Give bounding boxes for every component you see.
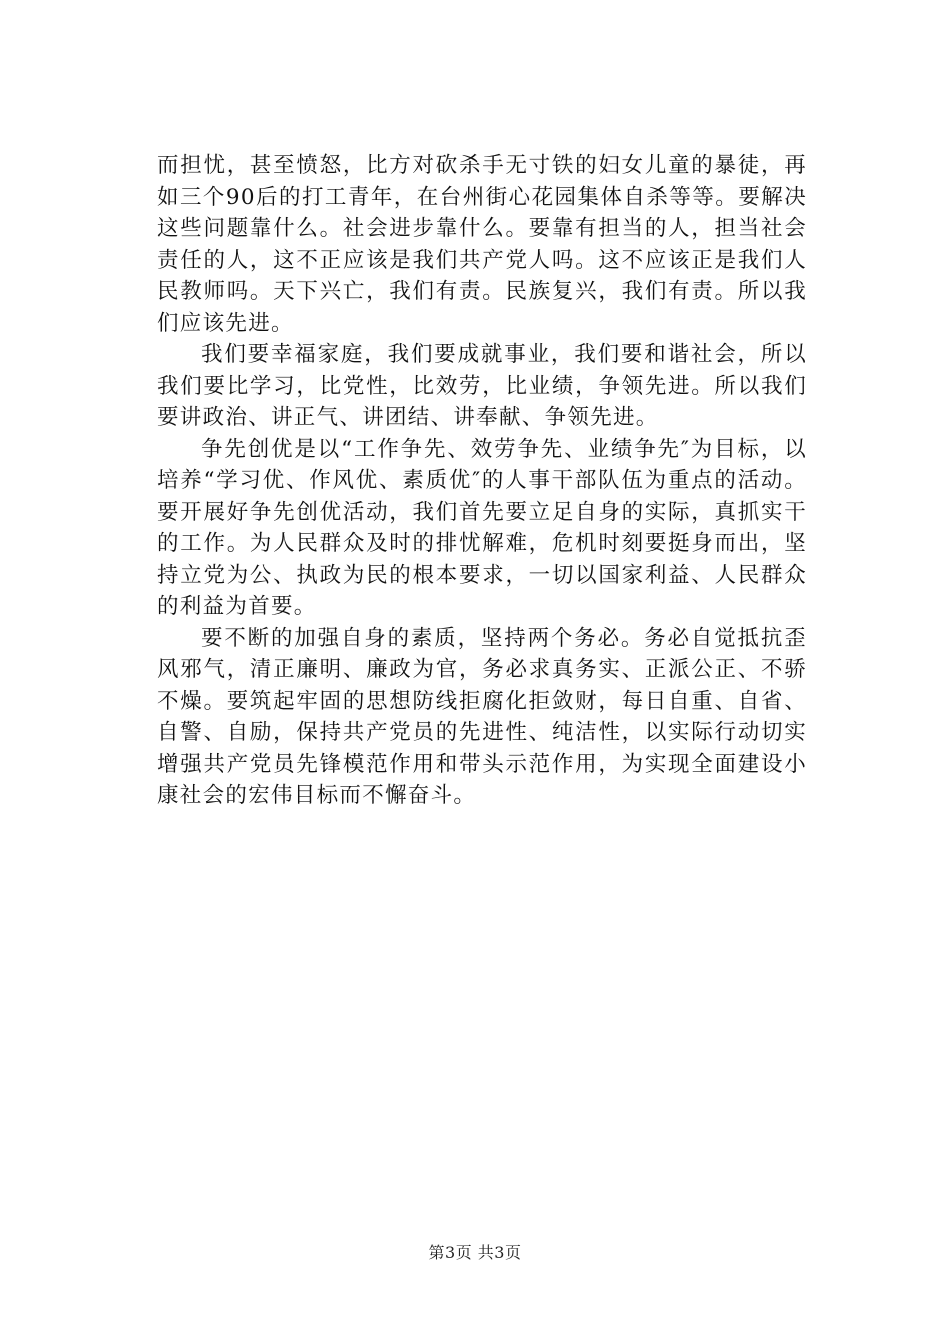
document-body bbox=[157, 150, 807, 812]
page-footer: 第3页 共3页 bbox=[428, 1243, 522, 1262]
paragraph: 争先创优是以“工作争先、效劳争先、业绩争先″为目标，以培养“学习优、作风优、素质优″的人事干部队伍为重点的活动。要开展好争先创优活动，我们首先要立足自身的实际，真抓实干的工作。为人民群众及时的排忧解难，危机时刻要挺身而出，坚持立党为公、执政为民的根本要求，一切以国家利益、人民群众的利益为首要。 bbox=[157, 436, 807, 619]
paragraph: 要不断的加强自身的素质，坚持两个务必。务必自觉抵抗歪风邪气，清正廉明、廉政为官，务必求真务实、正派公正、不骄不燥。要筑起牢固的思想防线拒腐化拒敛财，每日自重、自省、自警、自励，保持共产党员的先进性、纯洁性，以实际行动切实增强共产党员先锋模范作用和带头示范作用，为实现全面建设小康社会的宏伟目标而不懈奋斗。 bbox=[157, 625, 807, 808]
paragraph: 而担忧，甚至愤怒，比方对砍杀手无寸铁的妇女儿童的暴徒，再如三个90后的打工青年，在台州街心花园集体自杀等等。要解决这些问题靠什么。社会进步靠什么。要靠有担当的人，担当社会责任的人，这不正应该是我们共产党人吗。这不应该正是我们人民教师吗。天下兴亡，我们有责。民族复兴，我们有责。所以我们应该先进。 bbox=[157, 153, 807, 336]
paragraph: 我们要幸福家庭，我们要成就事业，我们要和谐社会，所以我们要比学习，比党性，比效劳，比业绩，争领先进。所以我们要讲政治、讲正气、讲团结、讲奉献、争领先进。 bbox=[157, 342, 807, 430]
